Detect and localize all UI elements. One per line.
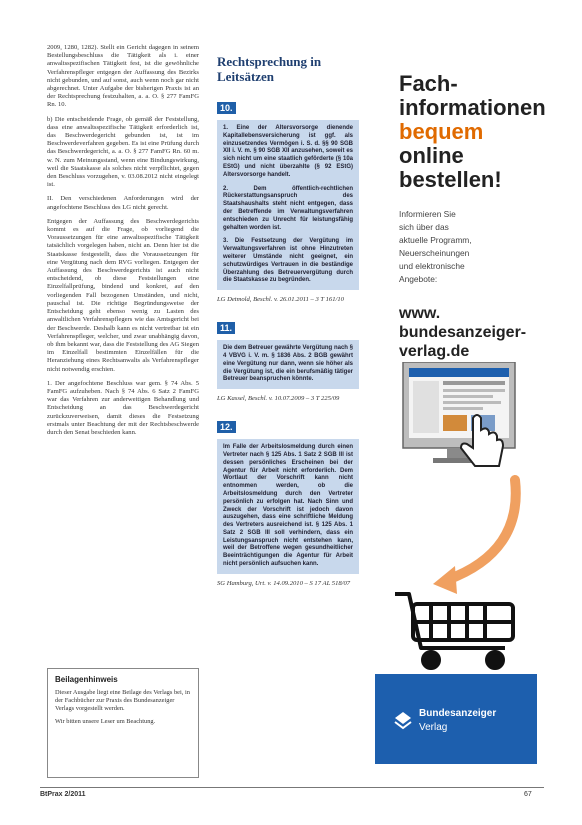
section-heading-line: Leitsätzen (217, 69, 275, 84)
middle-column (217, 44, 359, 602)
body-paragraph: II. Den verschiedenen Anforderungen wird der angefochtene Beschluss des LG nicht gerecht. (47, 195, 199, 211)
ad-headline-line: online (399, 143, 464, 168)
publisher-advertisement (375, 44, 546, 764)
entry-11 (217, 318, 359, 403)
ad-url-line: verlag.de (399, 343, 470, 360)
body-paragraph: 2009, 1280, 1282). Stellt ein Gericht dagegen in seinem Bestellungsbeschluss die Tätigkeit als i. einer anwaltsspezifischen Tätigkeit fest, ist die gewöhnliche Verfahrenspfleger entgegen der Auffassung des Bezirks nicht gebunden, und auf sonst, auch wenn noch gar nicht abgerechnet. Unter Aufgabe der bisherigen Praxis ist an der Rechtsprechung festzuhalten, a. a. O. § 277 FamFG Rn. 10. (47, 44, 199, 109)
insert-notice-title: Beilagenhinweis (55, 675, 118, 684)
headnote-paragraph: Im Falle der Arbeitslosmeldung durch einen Vertreter nach § 125 Abs. 1 Satz 2 SGB III ist dessen persönliches Erscheinen bei der Agentur für Arbeit nicht erforderlich. Dem Wortlaut der Vorschrift kann nicht entnommen werden, ob die Arbeitslosmeldung durch den Vertreter persönlich zu erfolgen hat. Nach Sinn und Zweck der Vorschrift ist jedoch davon auszugehen, dass eine schriftliche Meldung des Vertreters ausreichend ist. § 125 Abs. 1 Satz 2 SGB III soll verhindern, dass ein Leistungsanspruch nicht entstehen kann, weil der Betroffene wegen gesundheitlicher Beeinträchtigungen die Agentur für Arbeit nicht persönlich aufsuchen kann. (223, 444, 353, 568)
insert-notice-box (47, 668, 199, 778)
entry-number: 12. (217, 421, 236, 433)
ad-headline-line: informationen (399, 95, 546, 120)
shopping-cart-icon (395, 594, 513, 668)
footer-journal-issue: BtPrax 2/2011 (40, 791, 86, 798)
publisher-logo-icon (393, 710, 413, 730)
ad-subtext-line: sich über das (399, 222, 449, 232)
ad-subtext-line: Neuerscheinungen (399, 248, 470, 258)
left-column (47, 44, 199, 443)
publisher-logo-subname: Verlag (419, 722, 448, 733)
body-paragraph: Entgegen der Auffassung des Beschwerdegerichts kommt es auf die Frage, ob vorliegend die Voraussetzungen für eine anwaltsspezifische Tätigkeit tatsächlich vorgelegen haben, nicht an. Denn hier ist die Staatskasse festgestellt, dass die Voraussetzungen für eine Vergütung nach dem RVG vorliegen. Entgegen der Auffassung des Beschwerdegerichts ist auch nicht entscheidend, ob diese Feststellungen eine Einzelfallprüfung, bindend und konkret, auf den vorliegenden Fall bezogenen Umständen, und nicht, pauschal ist. Die richtige Begründungsweise der Entscheidung geht ebenso wenig zu Lasten des anwaltlichen Verfahrenspflegers wie das Amtsgericht bei der Beschwerde. Deshalb kann es nicht vertretbar ist ein Verfahrenspfleger, welcher, und zwar unabhängig davon, ob ihm bekannt war, dass die Feststellung des AG Siegen im Einzelfall bestimmten Einzelfällen für die Heranziehung eines Rechtsanwalts als Verfahrenspfleger nicht notwendig erschien. (47, 217, 199, 373)
insert-notice-text: Wir bitten unsere Leser um Beachtung. (55, 718, 156, 725)
entry-headnote (217, 120, 359, 290)
ad-url-line: bundesanzeiger- (399, 324, 527, 341)
headnote-paragraph: 1. Eine der Altersvorsorge dienende Kapitallebensversicherung ist ggf. als einzusetzendes Vermögen i. S. d. §§ 90 SGB XII i. V. m. § 90 SGB XII anzusehen, soweit es sich nicht um eine staatlich geförderte (§ 10a EStG) und nicht überzahlte (§ 92 EStG) Altersvorsorge handelt. (223, 125, 353, 178)
ad-subtext-line: Informieren Sie (399, 209, 456, 219)
section-heading-line: Rechtsprechung in (217, 54, 322, 69)
entry-headnote (217, 439, 359, 574)
entry-citation: LG Detmold, Beschl. v. 26.01.2011 – 3 T 161/10 (217, 296, 344, 304)
ad-headline-accent: bequem (399, 119, 484, 144)
publisher-logo-name: Bundesanzeiger (419, 708, 497, 719)
entry-number: 11. (217, 322, 235, 334)
ad-headline (399, 71, 546, 192)
body-paragraph: b) Die entscheidende Frage, ob gemäß der Feststellung, dass eine anwaltsspezifische Tätigkeit erforderlich ist, das Beschwerdegericht gebunden ist, ist im Beschwerdeverfahren gegeben. Es ist eine Prüfung durch das Beschwerdegericht, a. a. O. § 277 FamFG Rn. 60 m. w. N. zum Meinungsstand, wenn eine Bindungswirkung, weil die Staatskasse als solches nicht verpflichtet, gegen den Beschluss vorzugehen, v. 03.08.2012 nicht eingelegt ist. (47, 115, 199, 189)
ad-headline-line: bestellen! (399, 167, 502, 192)
footer-divider (40, 787, 544, 788)
entry-number: 10. (217, 102, 236, 114)
ad-url-line: www. (399, 305, 441, 322)
entry-headnote (217, 340, 359, 389)
footer-page-number: 67 (524, 791, 532, 798)
publisher-logo-banner (375, 674, 537, 764)
body-paragraph: 1. Der angefochtene Beschluss war gem. § 74 Abs. 5 FamFG aufzuheben. Nach § 74 Abs. 6 Satz 2 FamFG war das Verfahren zur anderweitigen Behandlung und Entscheidung an das Beschwerdegericht zurückzuverweisen, damit dieses die Festsetzung erstmals unter Beachtung der mit der Rechtsbeschwerde durch den Senat beschieden kann. (47, 379, 199, 436)
headnote-paragraph: 3. Die Festsetzung der Vergütung im Verwaltungsverfahren ist ohne Hinzutreten weiterer Umstände nicht geeignet, ein schutzwürdiges Vertrauen in die beständige Überzahlung des Betreuervergütung durch die Staatskasse zu begründen. (223, 238, 353, 284)
curved-arrow-icon (433, 480, 516, 594)
ad-illustration (395, 362, 525, 672)
section-heading (217, 54, 359, 84)
ad-subtext-line: und elektronische (399, 261, 465, 271)
entry-10 (217, 98, 359, 304)
entry-12 (217, 417, 359, 588)
headnote-paragraph: 2. Dem öffentlich-rechtlichen Rückerstattungsanspruch des Staatshaushalts steht nicht entgegen, dass der Betreffende im Verwaltungsverfahren entschieden zu Unrecht für leistungsfähig gehalten worden ist. (223, 185, 353, 231)
insert-notice-text: Dieser Ausgabe liegt eine Beilage des Verlags bei, in der Fachbücher zur Praxis des Bundesanzeiger Verlags vorgestellt werden. (55, 689, 190, 712)
ad-subtext-line: aktuelle Programm, (399, 235, 472, 245)
entry-citation: LG Kassel, Beschl. v. 10.07.2009 – 3 T 225/09 (217, 395, 340, 403)
headnote-paragraph: Die dem Betreuer gewährte Vergütung nach § 4 VBVG i. V. m. § 1836 Abs. 2 BGB gewährt eine Vergütung nur dann, wenn sie höher als die Vergütung ist, die ein berufsmäßig tätiger Betreuer beanspruchen könnte. (223, 345, 353, 383)
entry-citation: SG Hamburg, Urt. v. 14.09.2010 – S 17 AL 518/07 (217, 579, 351, 587)
ad-headline-line: Fach- (399, 71, 458, 96)
ad-subtext-line: Angebote: (399, 274, 438, 284)
ad-subtext (399, 208, 537, 286)
ad-website-link[interactable] (399, 304, 537, 361)
